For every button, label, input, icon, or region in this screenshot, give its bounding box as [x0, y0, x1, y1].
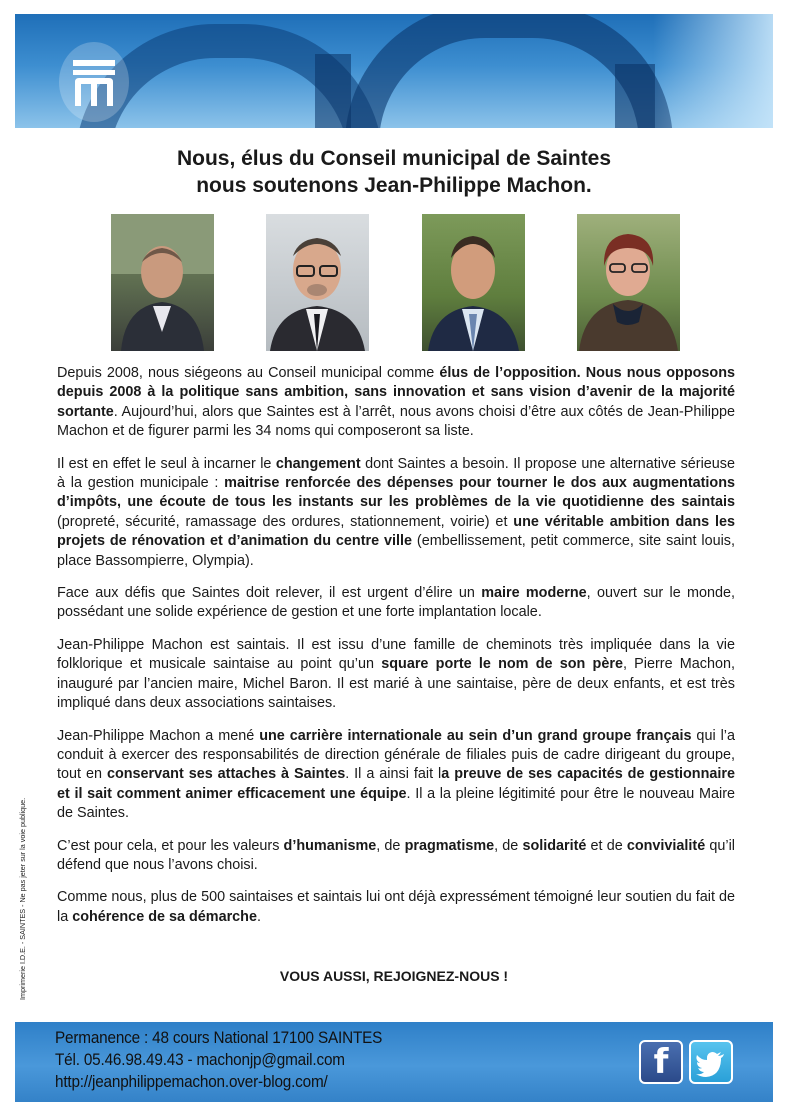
text-segment: Jean-Philippe Machon a mené — [57, 727, 260, 744]
title-line-1: Nous, élus du Conseil municipal de Saintes — [176, 147, 612, 170]
bold-segment: une véritable ambition dans les projets de rénovation et d’animation du centre ville — [57, 513, 735, 550]
text-segment: (propreté, sécurité, ramassage des ordures, stationnement, voirie) et — [57, 513, 514, 530]
logo-icon — [59, 42, 129, 122]
bold-segment: pragmatisme — [404, 837, 495, 854]
sky-gradient — [653, 14, 773, 128]
text-segment: , de — [376, 837, 405, 854]
footer-blog-link[interactable]: http://jeanphilippemachon.over-blog.com/ — [55, 1072, 328, 1091]
call-to-action: VOUS AUSSI, REJOIGNEZ-NOUS ! — [279, 968, 509, 984]
text-segment: qu’il défend que nous l’avons choisi. — [57, 837, 735, 873]
text-segment: Comme nous, plus de 500 saintaises et saintais lui ont déjà expressément témoigné leur soutien du fait de la — [57, 889, 735, 925]
paragraph-2 — [57, 455, 735, 571]
footer-contact[interactable]: Tél. 05.46.98.49.43 - machonjp@gmail.com — [55, 1050, 345, 1069]
bold-segment: a preuve de ses capacités de gestionnaire et il sait comment animer efficacement une équipe — [57, 766, 735, 802]
pillar-shape — [615, 64, 655, 128]
pillar-shape — [315, 54, 351, 128]
portrait-photo-2 — [266, 214, 369, 351]
portrait-photo-3 — [422, 214, 525, 351]
paragraph-7 — [57, 888, 735, 927]
bold-segment: élus de l’opposition. Nous nous opposons depuis 2008 à la politique sans ambition, sans innovation et sans vision d’avenir de la majorité sortante — [57, 365, 735, 420]
bold-segment: convivialité — [626, 837, 706, 854]
text-segment: Depuis 2008, nous siégeons au Conseil municipal comme — [57, 365, 440, 381]
header-banner — [15, 14, 773, 128]
text-segment: Il est en effet le seul à incarner le — [57, 455, 276, 472]
paragraph-5 — [57, 727, 735, 824]
bold-segment: cohérence de sa démarche — [72, 908, 257, 925]
text-segment: , Pierre Machon, inauguré par l’ancien maire, Michel Baron. Il est marié à une saintaise, père de deux enfants, et est très impliqué dans deux associations saintaises. — [57, 656, 735, 712]
bold-segment: square porte le nom de son père — [381, 656, 623, 673]
bold-segment: conservant ses attaches à Saintes — [106, 766, 346, 783]
text-segment: , ouvert sur le monde, possédant une solide expérience de gestion et une forte implantation locale. — [57, 585, 735, 621]
body-text — [57, 364, 735, 940]
portrait-photo-4 — [577, 214, 680, 351]
text-segment: C’est pour cela, et pour les valeurs — [57, 837, 284, 854]
title-line-2: nous soutenons Jean-Philippe Machon. — [196, 174, 592, 197]
text-segment: et de — [586, 837, 627, 854]
text-segment: . Il a la pleine légitimité pour être le nouveau Maire de Saintes. — [57, 785, 735, 822]
text-segment: . Il a ainsi fait l — [345, 766, 442, 783]
footer-banner — [15, 1022, 773, 1102]
bold-segment: maire moderne — [481, 585, 587, 602]
text-segment: . Aujourd’hui, alors que Saintes est à l’arrêt, nous avons choisi d’être aux côtés de Jean-Philippe Machon et de figurer parmi les 34 noms qui composeront sa liste. — [57, 403, 735, 440]
text-segment: Jean-Philippe Machon est saintais. Il est issu d’une famille de cheminots très impliquée dans la vie folklorique et musicale saintaise au point qu’un — [57, 636, 735, 673]
facebook-icon[interactable] — [639, 1040, 683, 1084]
bold-segment: une carrière internationale au sein d’un grand groupe français — [259, 727, 692, 744]
paragraph-4 — [57, 636, 735, 714]
portrait-photo-1 — [111, 214, 214, 351]
text-segment: qui l’a conduit à exercer des responsabilités de direction générale de filiales puis de cadre dirigeant du groupe, tout en — [57, 727, 735, 783]
text-segment: . — [256, 908, 261, 925]
page-title — [0, 145, 788, 199]
paragraph-3 — [57, 584, 735, 623]
printer-note: Imprimerie I.D.E. - SAINTES - Ne pas jeter sur la voie publique. — [18, 797, 27, 1000]
bold-segment: changement — [275, 455, 361, 472]
paragraph-1 — [57, 364, 735, 442]
text-segment: Face aux défis que Saintes doit relever, il est urgent d’élire un — [57, 585, 482, 602]
paragraph-6 — [57, 837, 735, 876]
bold-segment: solidarité — [522, 837, 587, 854]
twitter-icon[interactable] — [689, 1040, 733, 1084]
text-segment: , de — [494, 837, 523, 854]
bold-segment: maitrise renforcée des dépenses pour tourner le dos aux augmentations d’impôts, une écoute de tous les instants sur les problèmes de la vie quotidienne des saintais — [57, 475, 735, 511]
footer-address: Permanence : 48 cours National 17100 SAINTES — [55, 1028, 383, 1047]
text-segment: (embellissement, petit commerce, site saint louis, place Bassompierre, Olympia). — [57, 533, 735, 569]
text-segment: dont Saintes a besoin. Il propose une alternative sérieuse à la gestion municipale : — [57, 455, 735, 492]
facebook-glyph: f — [653, 1042, 669, 1082]
bold-segment: d’humanisme — [283, 837, 377, 854]
